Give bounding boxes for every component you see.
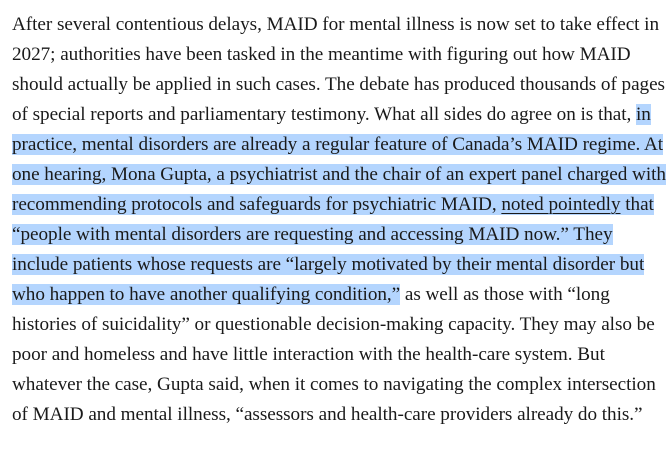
selected-text-highlight[interactable] [12,104,666,305]
paragraph-text-start: After several contentious delays, MAID for mental illness is now set to take effect in 2027; authorities have been tasked in the meantime with figuring out how MAID should actually be applied in such cases. The debate has produced thousands of pages of special reports and parliamentary testimony. What all sides do agree on is that, [12,14,665,125]
selected-text-part-2: that “people with mental disorders are requesting and accessing MAID now.” They include patients whose requests are “largely motivated by their mental disorder but who happen to have another qualifying condition,” [12,194,654,305]
paragraph-text-end: as well as those with “long histories of suicidality” or questionable decision-making capacity. They may also be poor and homeless and have little interaction with the health-care system. But whatever the case, Gupta said, when it comes to navigating the complex intersection of MAID and mental illness, “assessors and health-care providers already do this.” [12,284,656,425]
article-paragraph [12,10,666,430]
selected-text-part-1: in practice, mental disorders are already a regular feature of Canada’s MAID regime. At one hearing, Mona Gupta, a psychiatrist and the chair of an expert panel charged with recommending protocols and safeguards for psychiatric MAID, [12,104,666,215]
article-body [12,10,666,430]
noted-pointedly-link[interactable]: noted pointedly [501,194,621,215]
